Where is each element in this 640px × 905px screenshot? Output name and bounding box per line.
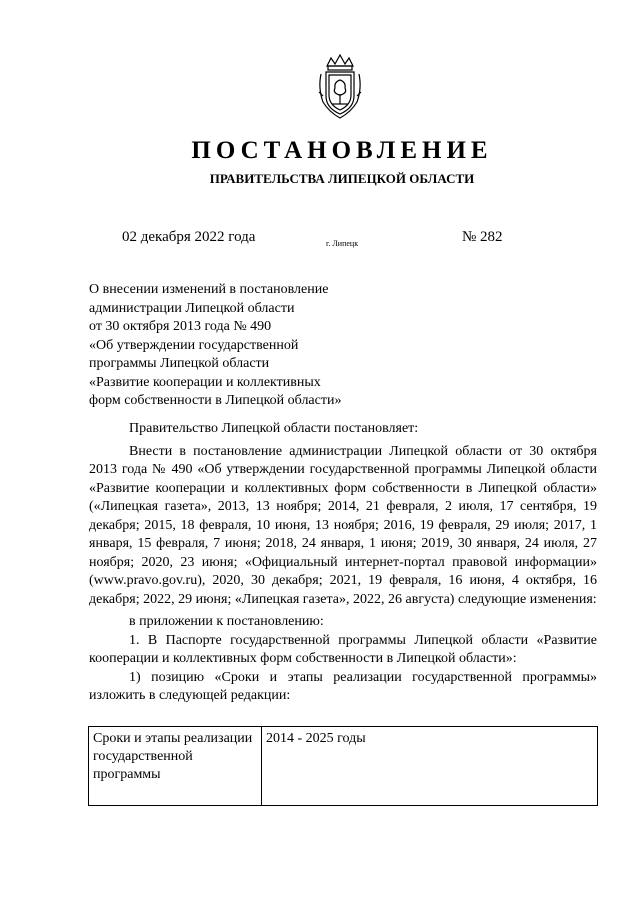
heading-line: от 30 октября 2013 года № 490 <box>89 319 272 334</box>
table-row <box>89 727 598 806</box>
heading-line: «Об утверждении государственной <box>89 337 299 353</box>
item-1-1-paragraph: 1) позицию «Сроки и этапы реализации государственной программы» изложить в следующей редакции: <box>89 669 597 703</box>
main-paragraph: Внести в постановление администрации Липецкой области от 30 октября 2013 года № 490 «Об утверждении государственной программы Липецкой области «Развитие кооперации и коллективных форм собственности в Липецкой области» («Липецкая газета», 2013, 13 ноября; 2014, 21 февраля, 2 июля, 17 сентября, 19 декабря; 2015, 18 февраля, 10 июня, 13 ноября; 2016, 19 февраля, 29 июля; 2017, 1 января, 15 февраля, 7 июня; 2018, 24 января, 1 июня; 2019, 30 января, 24 июля, 27 ноября; 2020, 23 июня; «Официальный интернет-портал правовой информации» (www.pravo.gov.ru), 2020, 30 декабря; 2021, 19 февраля, 16 июня, 4 октября, 16 декабря; 2022, 29 июня; «Липецкая газета», 2022, 26 августа) следующие изменения: <box>89 443 597 607</box>
page-subtitle: ПРАВИТЕЛЬСТВА ЛИПЕЦКОЙ ОБЛАСТИ <box>209 171 475 186</box>
document-number: № 282 <box>462 229 503 245</box>
heading-line: «Развитие кооперации и коллективных <box>89 374 321 390</box>
heading-line: форм собственности в Липецкой области» <box>89 393 342 408</box>
table-value-cell: 2014 - 2025 годы <box>262 727 598 806</box>
document-heading <box>89 281 341 411</box>
heading-line: О внесении изменений в постановление <box>89 282 329 297</box>
document-city: г. Липецк <box>326 239 359 248</box>
page-title: ПОСТАНОВЛЕНИЕ <box>191 137 493 164</box>
coat-of-arms-emblem <box>317 52 363 120</box>
heading-line: администрации Липецкой области <box>89 300 295 316</box>
table-label-cell: Сроки и этапы реализации государственной программы <box>89 727 262 806</box>
decree-paragraph: Правительство Липецкой области постановляет: <box>129 421 419 436</box>
document-body <box>89 420 597 706</box>
appendix-paragraph: в приложении к постановлению: <box>129 614 324 629</box>
program-terms-table <box>88 726 598 806</box>
item-1-paragraph: 1. В Паспорте государственной программы Липецкой области «Развитие кооперации и коллективных форм собственности в Липецкой области»: <box>89 632 597 666</box>
heading-line: программы Липецкой области <box>89 356 270 371</box>
document-date: 02 декабря 2022 года <box>122 229 256 245</box>
